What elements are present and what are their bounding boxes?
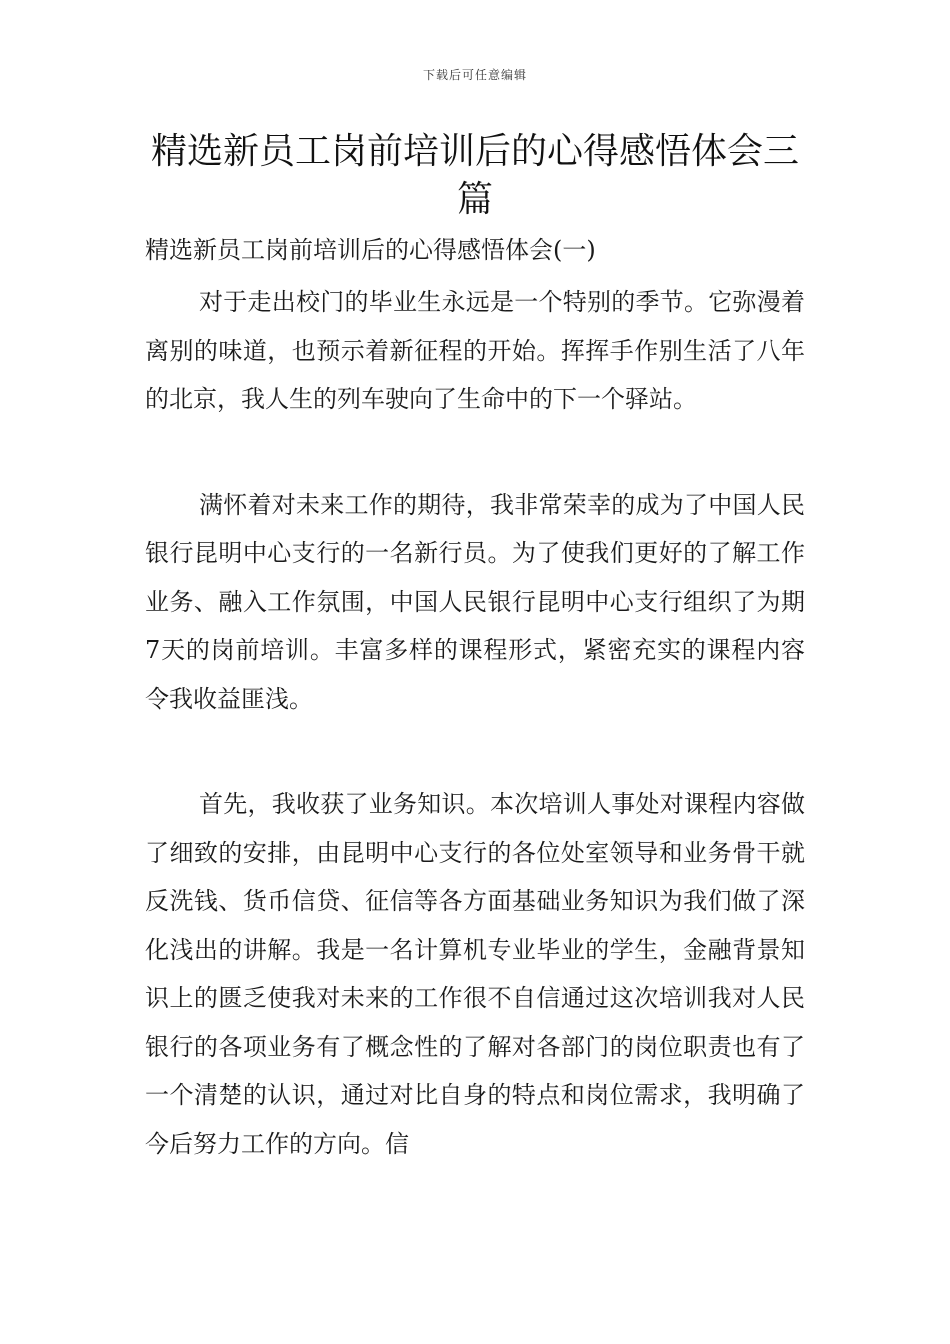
paragraph-1: 对于走出校门的毕业生永远是一个特别的季节。它弥漫着离别的味道，也预示着新征程的开始。挥挥手作别生活了八年的北京，我人生的列车驶向了生命中的下一个驿站。 bbox=[145, 288, 805, 413]
document-title: 精选新员工岗前培训后的心得感悟体会三篇 bbox=[150, 131, 799, 220]
document-body bbox=[145, 228, 805, 1168]
section-title: 精选新员工岗前培训后的心得感悟体会(一) bbox=[145, 236, 596, 264]
header-note: 下载后可任意编辑 bbox=[422, 68, 527, 82]
paragraph-2: 满怀着对未来工作的期待，我非常荣幸的成为了中国人民银行昆明中心支行的一名新行员。为了使我们更好的了解工作业务、融入工作氛围，中国人民银行昆明中心支行组织了为期7天的岗前培训。丰富多样的课程形式，紧密充实的课程内容令我收益匪浅。 bbox=[145, 490, 805, 713]
paragraph-3: 首先，我收获了业务知识。本次培训人事处对课程内容做了细致的安排，由昆明中心支行的各位处室领导和业务骨干就反洗钱、货币信贷、征信等各方面基础业务知识为我们做了深化浅出的讲解。我是一名计算机专业毕业的学生，金融背景知识上的匮乏使我对未来的工作很不自信通过这次培训我对人民银行的各项业务有了概念性的了解对各部门的岗位职责也有了一个清楚的认识，通过对比自身的特点和岗位需求，我明确了今后努力工作的方向。信 bbox=[145, 790, 805, 1158]
